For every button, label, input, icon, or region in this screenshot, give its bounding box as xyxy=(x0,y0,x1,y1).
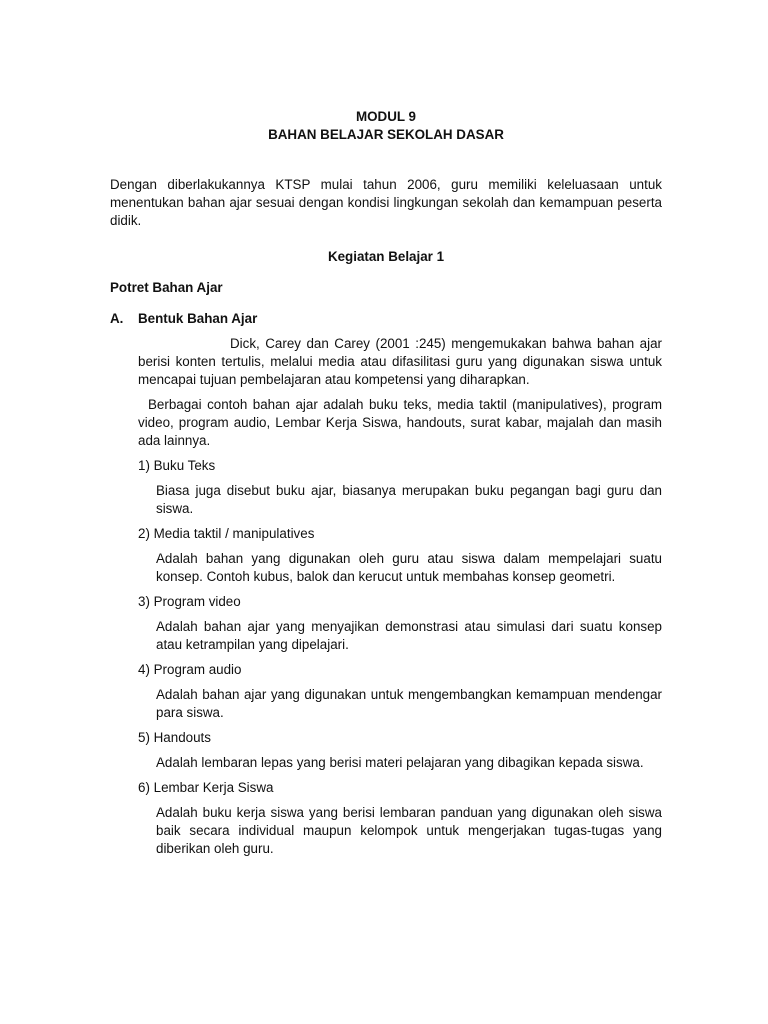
intro-paragraph: Dengan diberlakukannya KTSP mulai tahun 2006, guru memiliki keleluasaan untuk menentukan bahan ajar sesuai dengan kondisi lingkungan sekolah dan kemampuan peserta didik. xyxy=(110,177,662,228)
activity-heading: Kegiatan Belajar 1 xyxy=(327,249,445,264)
section-subtitle: Potret Bahan Ajar xyxy=(110,280,223,295)
list-item-title: 4) Program audio xyxy=(138,662,242,677)
list-item xyxy=(110,525,662,586)
list-item-description: Biasa juga disebut buku ajar, biasanya merupakan buku pegangan bagi guru dan siswa. xyxy=(156,483,662,516)
document-page xyxy=(110,108,662,865)
list-item-description: Adalah lembaran lepas yang berisi materi pelajaran yang dibagikan kepada siswa. xyxy=(156,755,644,770)
section-a-paragraph-2: Berbagai contoh bahan ajar adalah buku teks, media taktil (manipulatives), program video, program audio, Lembar Kerja Siswa, handouts, surat kabar, majalah dan masih ada lainnya. xyxy=(138,397,662,448)
list-item xyxy=(110,779,662,858)
list-item-description: Adalah bahan yang digunakan oleh guru atau siswa dalam mempelajari suatu konsep. Contoh kubus, balok dan kerucut untuk membahas konsep geometri. xyxy=(156,551,662,584)
section-a-title: Bentuk Bahan Ajar xyxy=(138,311,258,326)
section-a-paragraph-1: Dick, Carey dan Carey (2001 :245) mengemukakan bahwa bahan ajar berisi konten tertulis, melalui media atau difasilitasi guru yang digunakan siswa untuk mencapai tujuan pembelajaran atau kompetensi yang diharapkan. xyxy=(138,336,662,387)
section-a-heading xyxy=(110,310,662,328)
list-item-title: 5) Handouts xyxy=(138,730,211,745)
list-item-description: Adalah bahan ajar yang menyajikan demonstrasi atau simulasi dari suatu konsep atau ketrampilan yang dipelajari. xyxy=(156,619,662,652)
list-item-title: 1) Buku Teks xyxy=(138,458,216,473)
list-item-description: Adalah buku kerja siswa yang berisi lembaran panduan yang digunakan oleh siswa baik secara individual maupun kelompok untuk mengerjakan tugas-tugas yang diberikan oleh guru. xyxy=(156,805,662,856)
list-item xyxy=(110,661,662,722)
list-item xyxy=(110,593,662,654)
list-item-title: 6) Lembar Kerja Siswa xyxy=(138,780,274,795)
module-title: MODUL 9 xyxy=(355,109,417,124)
list-item-title: 3) Program video xyxy=(138,594,241,609)
document-title: BAHAN BELAJAR SEKOLAH DASAR xyxy=(268,127,504,142)
section-a-letter: A. xyxy=(110,311,124,326)
list-item-description: Adalah bahan ajar yang digunakan untuk mengembangkan kemampuan mendengar para siswa. xyxy=(156,687,662,720)
list-item-title: 2) Media taktil / manipulatives xyxy=(138,526,315,541)
list-item xyxy=(110,729,662,772)
list-item xyxy=(110,457,662,518)
